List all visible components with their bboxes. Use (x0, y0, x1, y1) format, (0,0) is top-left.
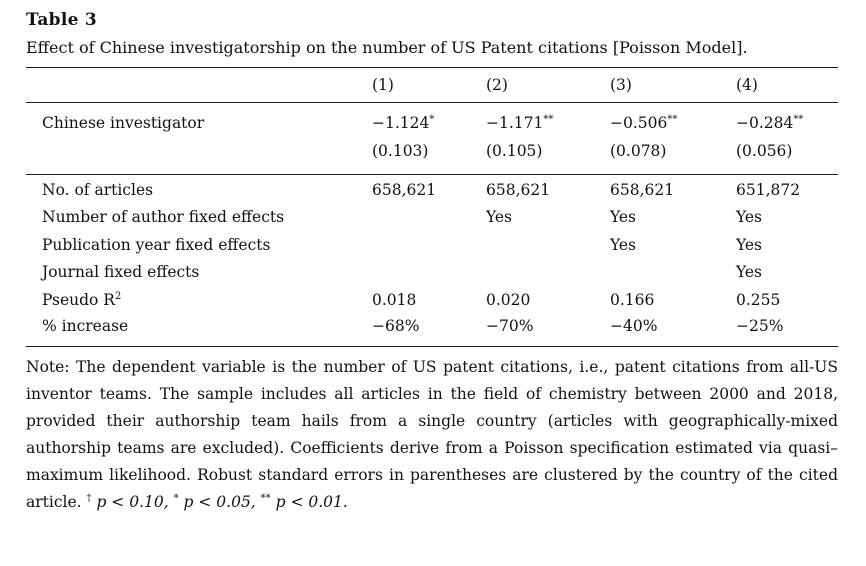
coef-estimate-3 (610, 113, 677, 133)
column-header-4: (4) (736, 76, 758, 94)
table-cell: Yes (736, 208, 763, 226)
table-cell: 0.020 (486, 291, 531, 309)
significance-mark: * (173, 493, 179, 504)
significance-stars: ** (667, 114, 678, 125)
table-cell: Yes (486, 208, 513, 226)
pseudo-r-text: Pseudo R (42, 291, 115, 309)
table-cell: 0.255 (736, 291, 781, 309)
significance-threshold: p < 0.05, (183, 493, 256, 511)
std-error-3: (0.078) (610, 142, 667, 160)
coef-estimate-1 (372, 113, 434, 133)
row-label-pseudo-r2 (42, 290, 121, 310)
table-cell: −40% (610, 317, 658, 335)
table-label: Table 3 (26, 10, 98, 30)
table-cell: 651,872 (736, 181, 801, 199)
significance-threshold: p < 0.01. (275, 493, 348, 511)
table-cell: 658,621 (372, 181, 437, 199)
table-cell: Yes (736, 263, 763, 281)
coef-estimate-2 (486, 113, 553, 133)
table-cell: 658,621 (486, 181, 551, 199)
table-note (26, 354, 838, 516)
table-cell: Yes (610, 236, 637, 254)
std-error-4: (0.056) (736, 142, 793, 160)
column-header-2: (2) (486, 76, 508, 94)
row-label-year-fe: Publication year fixed effects (42, 236, 271, 254)
table-cell: 0.018 (372, 291, 417, 309)
row-label-chinese-investigator: Chinese investigator (42, 114, 205, 132)
std-error-1: (0.103) (372, 142, 429, 160)
coef-estimate-4 (736, 113, 803, 133)
row-label-journal-fe: Journal fixed effects (42, 263, 200, 281)
significance-stars: ** (793, 114, 804, 125)
table-caption: Effect of Chinese investigatorship on the number of US Patent citations [Poisson Model]. (26, 38, 748, 57)
significance-stars: * (429, 114, 435, 125)
estimate-value: −0.284 (736, 114, 794, 132)
column-header-3: (3) (610, 76, 632, 94)
table-cell: 0.166 (610, 291, 655, 309)
section-rule (26, 174, 838, 175)
table-cell: −25% (736, 317, 784, 335)
estimate-value: −1.171 (486, 114, 544, 132)
table-cell: Yes (736, 236, 763, 254)
table-cell: −68% (372, 317, 420, 335)
std-error-2: (0.105) (486, 142, 543, 160)
significance-stars: ** (543, 114, 554, 125)
significance-mark: † (86, 493, 92, 504)
note-text: Note: The dependent variable is the number of US patent citations, i.e., patent citations from all-US inventor teams. The sample includes all articles in the field of chemistry between 2000 and 2018, provided their authorship team hails from a single country (articles with geographically-mixed authorship teams are excluded). Coefficients derive from a Poisson specification estimated via quasi–maximum likelihood. Robust standard errors in parentheses are clustered by the country of the cited article. (26, 358, 838, 511)
row-label-author-fe: Number of author fixed effects (42, 208, 285, 226)
row-label-percent-increase: % increase (42, 317, 129, 335)
row-label-articles: No. of articles (42, 181, 154, 199)
bottom-rule (26, 346, 838, 347)
top-rule (26, 67, 838, 68)
estimate-value: −1.124 (372, 114, 430, 132)
table-cell: −70% (486, 317, 534, 335)
significance-mark: ** (260, 493, 271, 504)
estimate-value: −0.506 (610, 114, 668, 132)
significance-threshold: p < 0.10, (96, 493, 169, 511)
header-rule (26, 102, 838, 103)
table-cell: Yes (610, 208, 637, 226)
table-cell: 658,621 (610, 181, 675, 199)
squared-superscript: 2 (114, 291, 122, 302)
column-header-1: (1) (372, 76, 394, 94)
